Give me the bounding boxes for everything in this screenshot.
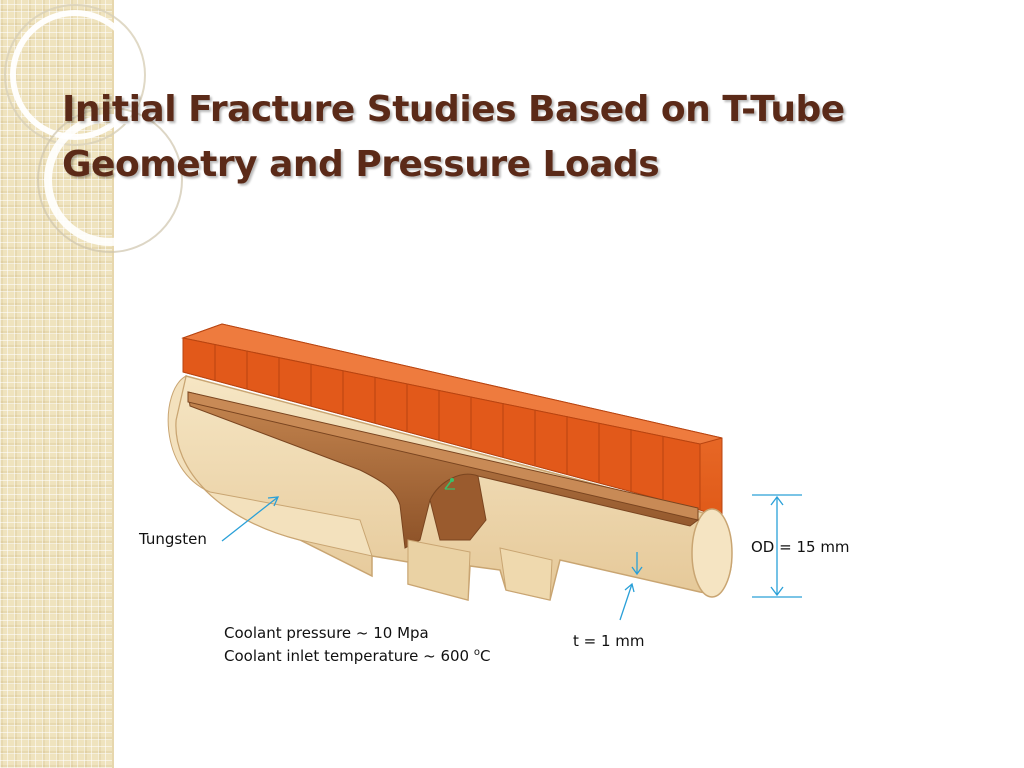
tungsten-label: Tungsten bbox=[139, 530, 207, 548]
title-line-1: Initial Fracture Studies Based on T-Tube bbox=[62, 89, 845, 130]
coolant-temperature-text: Coolant inlet temperature ~ 600 bbox=[224, 647, 474, 665]
coolant-temperature-label bbox=[224, 645, 490, 667]
coolant-temperature-unit: C bbox=[479, 647, 491, 665]
coolant-pressure-label: Coolant pressure ~ 10 Mpa bbox=[224, 624, 429, 642]
outer-diameter-label: OD = 15 mm bbox=[751, 538, 850, 556]
degree-superscript: o bbox=[473, 647, 480, 658]
title-line-2: Geometry and Pressure Loads bbox=[62, 144, 660, 185]
thickness-label: t = 1 mm bbox=[573, 632, 645, 650]
